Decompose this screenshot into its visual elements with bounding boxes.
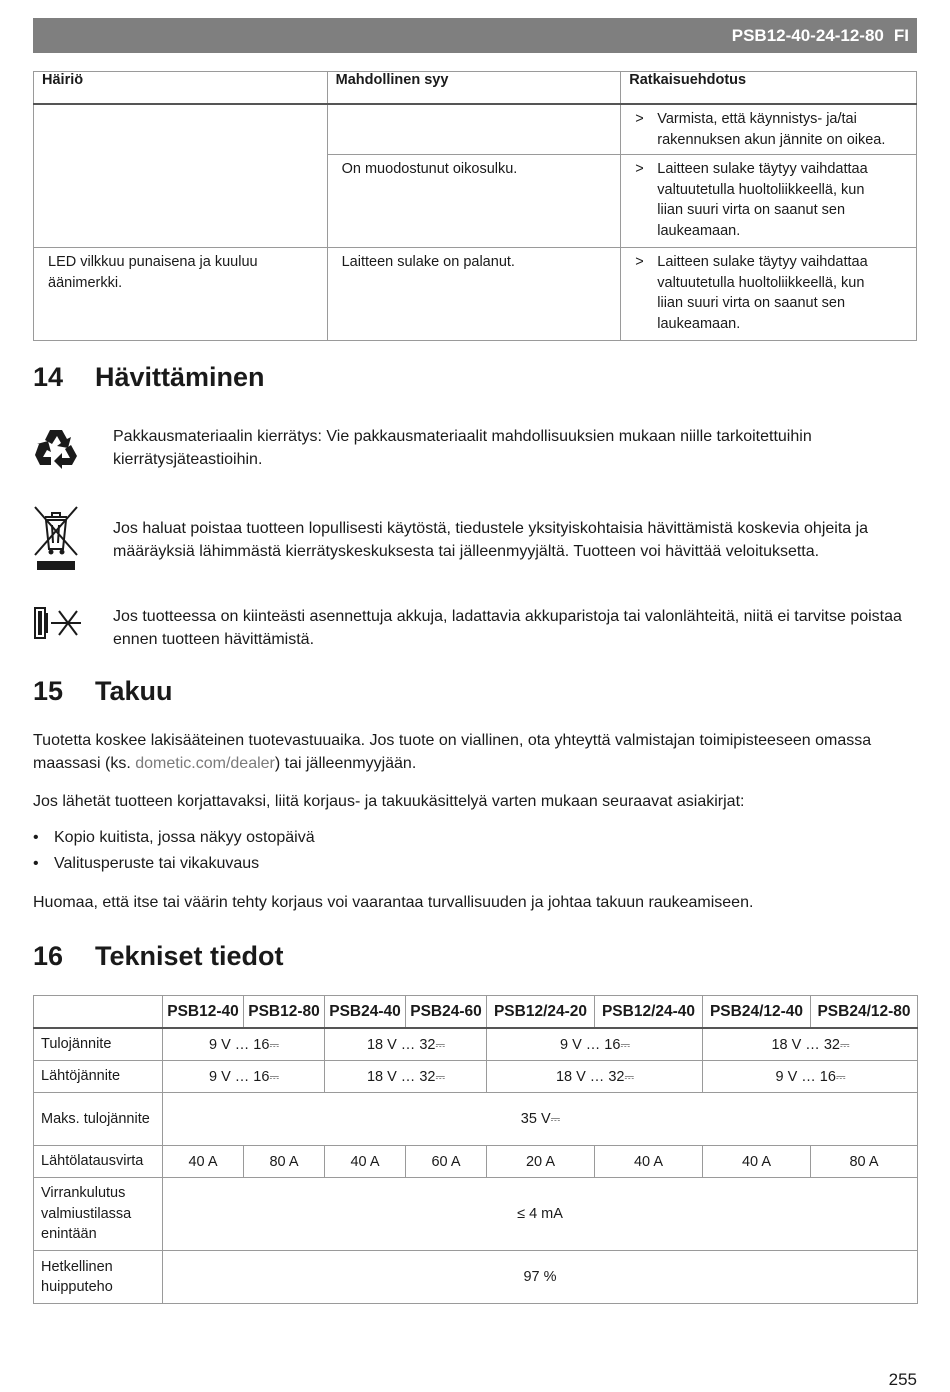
model-header: PSB24-60 <box>406 996 487 1029</box>
recycling-icon <box>33 425 81 476</box>
arrow-marker: > <box>635 111 644 127</box>
spec-value: 18 V … 32⎓ <box>325 1028 487 1061</box>
col-header-fault: Häiriö <box>34 72 328 105</box>
table-header-row <box>34 996 918 1029</box>
row-label: Tulojännite <box>34 1028 163 1061</box>
arrow-marker: > <box>635 254 644 270</box>
spec-value: 18 V … 32⎓ <box>703 1028 918 1061</box>
spec-value: 40 A <box>325 1146 406 1178</box>
disposal-text: Jos tuotteessa on kiinteästi asennettuja akkuja, ladattavia akkuparistoja tai valonlähteitä, niitä ei tarvitse poistaa ennen tuotteen hävittämistä. <box>113 608 902 648</box>
model-header: PSB24/12-80 <box>811 996 918 1029</box>
spec-value: 18 V … 32⎓ <box>487 1061 703 1093</box>
solution-cell <box>621 155 917 248</box>
section-16-heading: 16 Tekniset tiedot <box>33 941 284 971</box>
battery-crossed-icon <box>33 605 81 646</box>
solution-cell <box>621 104 917 155</box>
row-label: Hetkellinen huipputeho <box>34 1251 163 1304</box>
warranty-documents-list <box>33 825 315 877</box>
table-row <box>34 1146 918 1178</box>
header-model: PSB12-40-24-12-80 <box>731 26 884 45</box>
spec-value: 80 A <box>811 1146 918 1178</box>
spec-value: 9 V … 16⎓ <box>487 1028 703 1061</box>
crossed-bin-icon <box>33 505 81 576</box>
spec-value: 9 V … 16⎓ <box>703 1061 918 1093</box>
technical-data-table <box>33 995 918 1304</box>
table-row <box>34 1178 918 1251</box>
spec-value: 40 A <box>163 1146 244 1178</box>
page-header <box>33 18 917 53</box>
spec-value: 9 V … 16⎓ <box>163 1028 325 1061</box>
model-header: PSB24/12-40 <box>703 996 811 1029</box>
model-header: PSB24-40 <box>325 996 406 1029</box>
table-row <box>34 1251 918 1304</box>
row-label: Maks. tulojännite <box>34 1093 163 1146</box>
arrow-marker: > <box>635 161 644 177</box>
page-number: 255 <box>888 1370 917 1389</box>
cause-cell: On muodostunut oikosulku. <box>327 155 621 248</box>
table-row <box>34 1028 918 1061</box>
header-language: FI <box>893 26 909 45</box>
spec-value: 9 V … 16⎓ <box>163 1061 325 1093</box>
spec-value: ≤ 4 mA <box>163 1178 918 1251</box>
fault-cell: LED vilkkuu punaisena ja kuuluu äänimerkki. <box>34 248 328 341</box>
model-header: PSB12/24-20 <box>487 996 595 1029</box>
solution-text: Varmista, että käynnistys- ja/tai rakennuksen akun jännite on oikea. <box>657 111 886 148</box>
warranty-paragraph-1: Tuotetta koskee lakisääteinen tuotevastuuaika. Jos tuote on viallinen, ota yhteyttä valmistajan toimipisteeseen omassa maassasi (ks. dometic.com/dealer) tai jälleenmyyjään. <box>33 732 872 772</box>
spec-value: 97 % <box>163 1251 918 1304</box>
list-item: • Kopio kuitista, jossa näkyy ostopäivä <box>33 829 315 846</box>
solution-text: Laitteen sulake täytyy vaihdattaa valtuutetulla huoltoliikkeellä, kun liian suuri virta on saanut sen laukeamaan. <box>657 161 868 239</box>
table-row <box>34 248 917 341</box>
row-label: Virrankulutus valmiustilassa enintään <box>34 1178 163 1251</box>
spec-value: 18 V … 32⎓ <box>325 1061 487 1093</box>
corner-cell <box>34 996 163 1029</box>
spec-value: 35 V⎓ <box>163 1093 918 1146</box>
col-header-cause: Mahdollinen syy <box>327 72 621 105</box>
spec-value: 40 A <box>703 1146 811 1178</box>
table-row <box>34 1061 918 1093</box>
spec-value: 40 A <box>595 1146 703 1178</box>
list-item: • Valitusperuste tai vikakuvaus <box>33 855 260 872</box>
table-row <box>34 104 917 155</box>
cause-cell <box>327 104 621 155</box>
warranty-paragraph-2: Jos lähetät tuotteen korjattavaksi, liitä korjaus- ja takuukäsittelyä varten mukaan seuraavat asiakirjat: <box>33 793 745 810</box>
col-header-solution: Ratkaisuehdotus <box>621 72 917 105</box>
model-header: PSB12-40 <box>163 996 244 1029</box>
section-15-heading: 15 Takuu <box>33 676 173 706</box>
row-label: Lähtöjännite <box>34 1061 163 1093</box>
spec-value: 80 A <box>244 1146 325 1178</box>
disposal-text: Jos haluat poistaa tuotteen lopullisesti käytöstä, tiedustele yksityiskohtaisia hävittämistä koskevia ohjeita ja määräyksiä lähimmästä kierrätyskeskuksesta tai jälleenmyyjältä. Tuotteen voi hävittää veloituksetta. <box>113 520 869 560</box>
spec-value: 20 A <box>487 1146 595 1178</box>
solution-text: Laitteen sulake täytyy vaihdattaa valtuutetulla huoltoliikkeellä, kun liian suuri virta on saanut sen laukeamaan. <box>657 254 868 332</box>
model-header: PSB12-80 <box>244 996 325 1029</box>
model-header: PSB12/24-40 <box>595 996 703 1029</box>
cause-cell: Laitteen sulake on palanut. <box>327 248 621 341</box>
warranty-paragraph-3: Huomaa, että itse tai väärin tehty korjaus voi vaarantaa turvallisuuden ja johtaa takuun raukeamiseen. <box>33 894 754 911</box>
table-row <box>34 1093 918 1146</box>
spec-value: 60 A <box>406 1146 487 1178</box>
row-label: Lähtölatausvirta <box>34 1146 163 1178</box>
section-14-heading: 14 Hävittäminen <box>33 362 265 392</box>
fault-cell <box>34 104 328 248</box>
troubleshooting-table <box>33 71 917 341</box>
table-header-row <box>34 72 917 105</box>
disposal-text: Pakkausmateriaalin kierrätys: Vie pakkausmateriaalit mahdollisuuksien mukaan niille tarkoitettuihin kierrätysjäteastioihin. <box>113 428 812 468</box>
solution-cell <box>621 248 917 341</box>
dealer-link[interactable]: dometic.com/dealer <box>135 755 275 772</box>
